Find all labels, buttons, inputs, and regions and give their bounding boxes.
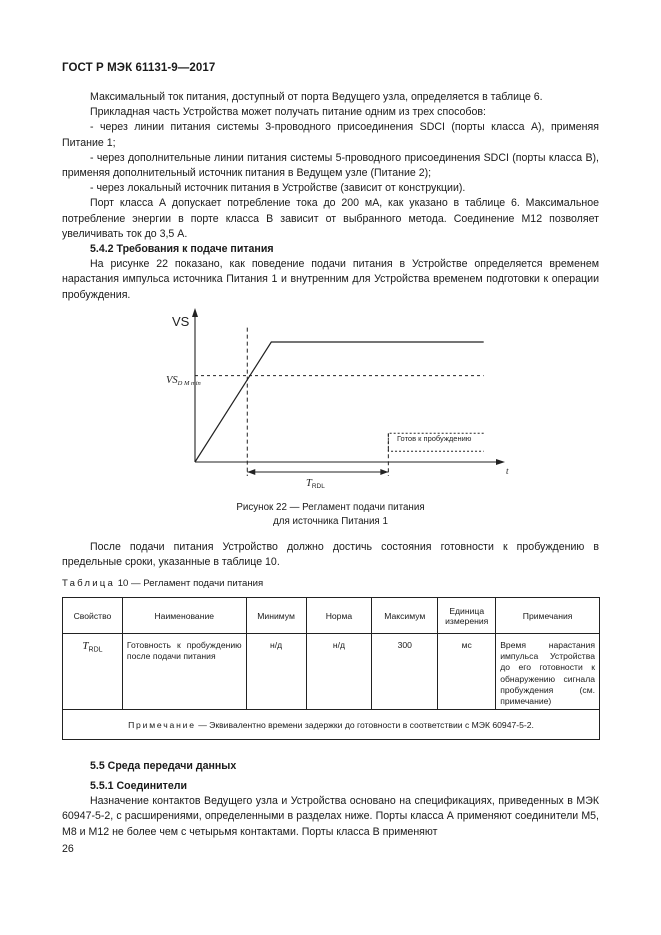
page-number: 26: [62, 843, 74, 855]
section-551-block: [62, 779, 599, 840]
paragraph: Прикладная часть Устройства может получать питание одним из трех способов:: [90, 106, 486, 119]
note-text: — Эквивалентно времени задержки до готовности в соответствии с МЭК 60947-5-2.: [198, 720, 534, 731]
caption-line: Рисунок 22 — Регламент подачи питания: [236, 502, 425, 513]
figure-caption: [62, 501, 599, 529]
section-heading: 5.4.2 Требования к подаче питания: [90, 243, 274, 256]
list-item: - через линии питания системы 3-проводного присоединения SDCI (порты класса А), применяя Питание 1;: [62, 121, 599, 149]
document-header: ГОСТ Р МЭК 61131-9—2017: [62, 62, 216, 74]
section-heading: 5.5.1 Соединители: [90, 780, 187, 792]
list-item: - через локальный источник питания в Устройстве (зависит от конструкции).: [90, 182, 466, 195]
column-header: Минимум: [246, 598, 306, 634]
paragraph: Максимальный ток питания, доступный от порта Ведущего узла, определяется в таблице 6.: [90, 91, 543, 103]
table-title-prefix: Таблица: [62, 578, 116, 589]
trdl-arrowhead-left: [247, 469, 255, 475]
threshold-label: VSD M min: [166, 375, 201, 387]
table-note: [63, 710, 600, 740]
section-heading: 5.5 Среда передачи данных: [90, 760, 237, 772]
cell-max: 300: [372, 634, 438, 710]
column-header: Наименование: [122, 598, 246, 634]
x-axis-label: t: [506, 466, 509, 476]
cell-min: н/д: [246, 634, 306, 710]
column-header: Свойство: [63, 598, 123, 634]
cell-name: Готовность к пробуждению после подачи питания: [122, 634, 246, 710]
cell-notes: Время нарастания импульса Устройства до его готовности к обнаружению сигнала пробуждения (см. примечание): [496, 634, 600, 710]
power-timing-table: [62, 597, 600, 740]
caption-line: для источника Питания 1: [273, 516, 388, 527]
column-header: Примечания: [496, 598, 600, 634]
cell-norm: н/д: [306, 634, 372, 710]
note-prefix: Примечание: [128, 720, 196, 731]
cell-unit: мс: [438, 634, 496, 710]
table-note-row: [63, 710, 600, 740]
table-row: [63, 634, 600, 710]
cell-property: $T_{RDL}$: [63, 634, 123, 710]
paragraph: После подачи питания Устройство должно достичь состояния готовности к пробуждению в предельные сроки, указанные в таблице 10.: [62, 541, 599, 569]
x-axis-arrow: [496, 459, 505, 465]
paragraph: Назначение контактов Ведущего узла и Устройства основано на спецификациях, приведенных в МЭК 60947-5-2, с расширениями, определенными в разделах ниже. Порты класса А применяют соединители М5, М8 и М12 не более чем с четырьмя контактами. Порты класса В применяют: [62, 795, 599, 838]
column-header: Единица измерения: [438, 598, 496, 634]
vs-series-line: [195, 342, 484, 462]
table-title-text: 10 — Регламент подачи питания: [117, 578, 264, 589]
section-55-block: [62, 759, 599, 774]
paragraph: Порт класса А допускает потребление тока до 200 мА, как указано в таблице 6. Максимальное потребление энергии в порте класса В зависит от выбранного метода. Соединение М12 позволяет увеличивать ток до 3,5 А.: [62, 197, 599, 240]
table-title: [62, 578, 263, 589]
list-item: - через дополнительные линии питания системы 5-проводного присоединения SDCI (порты класса В), применяя дополнительный источник питания в Ведущем узле (Питание 2);: [62, 151, 599, 180]
trdl-arrowhead-right: [380, 469, 388, 475]
trdl-label: TRDL: [306, 478, 325, 490]
paragraph: На рисунке 22 показано, как поведение подачи питания в Устройстве определяется временем нарастания импульса источника Питания 1 и внутренним для Устройства временем подготовки к операции пробуждения.: [62, 258, 599, 301]
y-axis-arrow: [192, 308, 198, 317]
column-header: Норма: [306, 598, 372, 634]
table-header-row: [63, 598, 600, 634]
ready-box-label: Готов к пробуждению: [397, 434, 472, 443]
after-figure-block: [62, 540, 599, 570]
column-header: Максимум: [372, 598, 438, 634]
y-axis-label: VS: [172, 314, 190, 329]
